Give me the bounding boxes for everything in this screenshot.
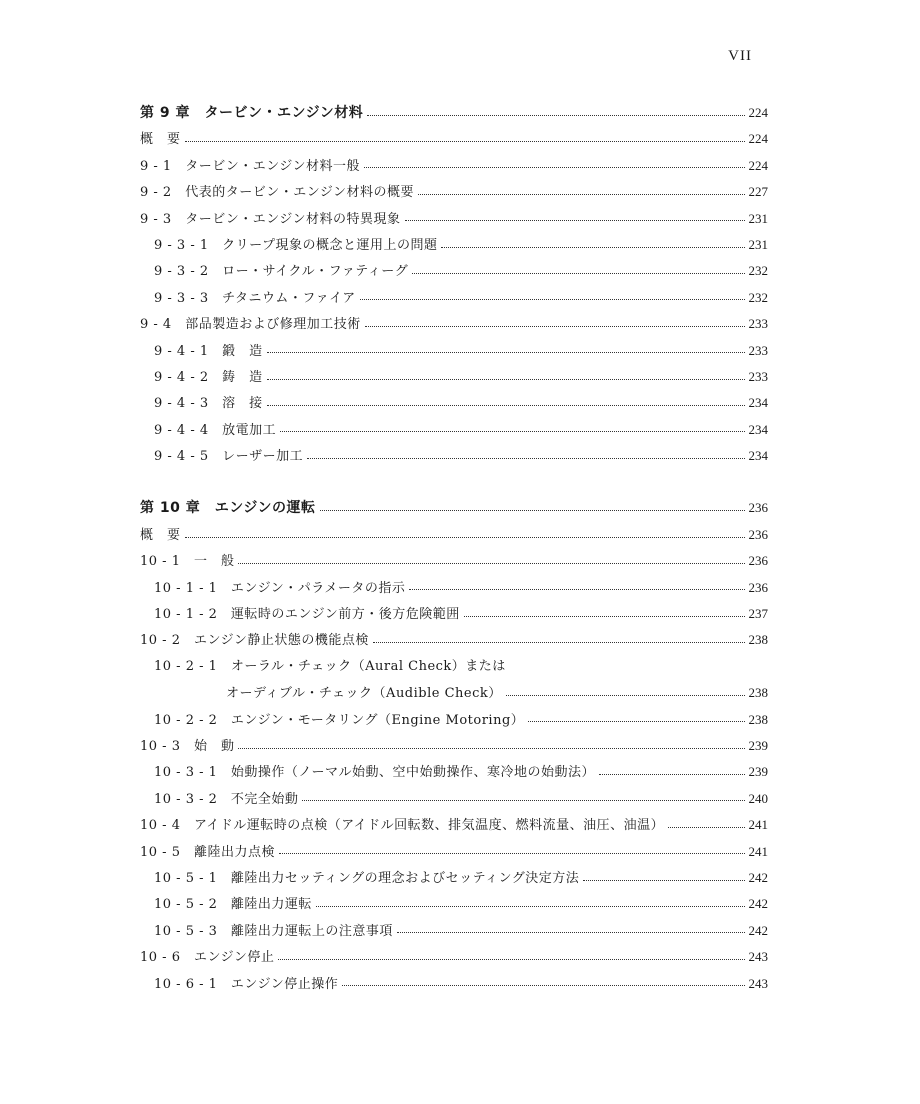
page-ref: 236 (748, 500, 768, 516)
dot-leader (302, 800, 744, 801)
dot-leader (364, 167, 744, 168)
entry-title: 9 - 3 - 2 ロー・サイクル・ファティーグ (154, 264, 409, 280)
toc-subentry[interactable] (140, 786, 768, 812)
dot-leader (599, 774, 744, 775)
page-ref: 243 (748, 975, 768, 991)
entry-title: 9 - 4 - 1 鍛 造 (154, 343, 263, 359)
dot-leader (365, 326, 745, 327)
page-ref: 242 (748, 869, 768, 885)
page-ref: 240 (748, 790, 768, 806)
page-ref: 242 (748, 922, 768, 938)
dot-leader (668, 827, 744, 828)
page-ref: 234 (748, 448, 768, 464)
toc-subentry[interactable] (140, 417, 768, 443)
page-ref: 224 (748, 131, 768, 147)
toc-subentry[interactable] (140, 232, 768, 258)
toc-entry[interactable] (140, 153, 768, 179)
dot-leader (267, 405, 745, 406)
entry-title: 10 - 3 - 1 始動操作（ノーマル始動、空中始動操作、寒冷地の始動法） (154, 765, 596, 781)
entry-title: 9 - 1 タービン・エンジン材料一般 (140, 158, 361, 174)
dot-leader (280, 431, 744, 432)
dot-leader (278, 959, 744, 960)
page-ref: 236 (748, 553, 768, 569)
dot-leader (464, 616, 745, 617)
entry-title: 10 - 1 - 1 エンジン・パラメータの指示 (154, 580, 406, 596)
toc-entry[interactable] (140, 627, 768, 653)
dot-leader (185, 537, 745, 538)
chapter-title: 第 9 章 タービン・エンジン材料 (140, 105, 364, 121)
page-ref: 233 (748, 342, 768, 358)
entry-title: 9 - 3 - 1 クリープ現象の概念と運用上の問題 (154, 237, 438, 253)
page-ref: 233 (748, 368, 768, 384)
entry-title: 10 - 6 エンジン停止 (140, 950, 275, 966)
page-ref: 237 (748, 606, 768, 622)
toc-subentry[interactable] (140, 390, 768, 416)
page-ref: 234 (748, 395, 768, 411)
entry-title: 10 - 4 アイドル運転時の点検（アイドル回転数、排気温度、燃料流量、油圧、油温） (140, 818, 665, 834)
dot-leader (412, 273, 744, 274)
entry-title: 10 - 5 - 3 離陸出力運転上の注意事項 (154, 923, 393, 939)
page-ref: 242 (748, 896, 768, 912)
chapter-title: 第 10 章 エンジンの運転 (140, 500, 316, 517)
entry-title: 10 - 2 - 2 エンジン・モータリング（Engine Motoring） (154, 712, 525, 728)
dot-leader (316, 906, 745, 907)
entry-title: 9 - 4 - 5 レーザー加工 (154, 449, 304, 465)
entry-title: 10 - 2 エンジン静止状態の機能点検 (140, 633, 369, 649)
toc-entry[interactable] (140, 944, 768, 970)
dot-leader (360, 299, 745, 300)
page-ref: 239 (748, 764, 768, 780)
toc-entry[interactable] (140, 839, 768, 865)
entry-title: 10 - 1 - 2 運転時のエンジン前方・後方危険範囲 (154, 607, 460, 623)
page-number: VII (728, 48, 752, 64)
page-ref: 231 (748, 236, 768, 252)
toc-subentry[interactable] (140, 258, 768, 284)
dot-leader (583, 880, 744, 881)
chapter-heading[interactable] (140, 100, 768, 126)
dot-leader (320, 510, 745, 511)
page-ref: 231 (748, 210, 768, 226)
toc-subentry[interactable] (140, 601, 768, 627)
toc-entry[interactable] (140, 733, 768, 759)
entry-title: 10 - 3 始 動 (140, 738, 235, 754)
chapter-10 (140, 495, 768, 996)
entry-title: 9 - 3 タービン・エンジン材料の特異現象 (140, 211, 401, 227)
entry-title: 10 - 2 - 1 オーラル・チェック（Aural Check）または (154, 658, 506, 674)
page-ref: 232 (748, 263, 768, 279)
dot-leader (307, 458, 744, 459)
toc-subentry-continuation[interactable] (140, 680, 768, 706)
chapter-heading[interactable] (140, 495, 768, 521)
entry-title: 10 - 3 - 2 不完全始動 (154, 791, 299, 807)
toc-subentry[interactable] (140, 971, 768, 997)
entry-title: 10 - 1 一 般 (140, 554, 235, 570)
toc-subentry[interactable] (140, 891, 768, 917)
entry-title: 概 要 (140, 132, 181, 148)
toc-entry[interactable] (140, 548, 768, 574)
toc-entry[interactable] (140, 126, 768, 152)
toc-subentry[interactable] (140, 654, 768, 680)
page-ref: 236 (748, 579, 768, 595)
dot-leader (342, 985, 744, 986)
page-ref: 236 (748, 526, 768, 542)
dot-leader (373, 642, 745, 643)
page-ref: 238 (748, 632, 768, 648)
dot-leader (506, 695, 745, 696)
toc-subentry[interactable] (140, 338, 768, 364)
toc-entry[interactable] (140, 206, 768, 232)
dot-leader (267, 379, 745, 380)
toc-entry[interactable] (140, 812, 768, 838)
toc-subentry[interactable] (140, 285, 768, 311)
toc-entry[interactable] (140, 311, 768, 337)
entry-title: 10 - 5 - 1 離陸出力セッティングの理念およびセッティング決定方法 (154, 870, 580, 886)
toc-subentry[interactable] (140, 364, 768, 390)
dot-leader (238, 748, 744, 749)
toc-subentry[interactable] (140, 575, 768, 601)
toc-subentry[interactable] (140, 443, 768, 469)
toc-entry[interactable] (140, 522, 768, 548)
toc-subentry[interactable] (140, 707, 768, 733)
page-ref: 227 (748, 184, 768, 200)
entry-title: 9 - 2 代表的タービン・エンジン材料の概要 (140, 185, 415, 201)
entry-title: オーディブル・チェック（Audible Check） (226, 686, 502, 702)
dot-leader (405, 220, 745, 221)
entry-title: 9 - 3 - 3 チタニウム・ファイア (154, 290, 356, 306)
dot-leader (397, 932, 745, 933)
entry-title: 10 - 6 - 1 エンジン停止操作 (154, 976, 339, 992)
toc-subentry[interactable] (140, 759, 768, 785)
entry-title: 10 - 5 離陸出力点検 (140, 844, 275, 860)
dot-leader (409, 589, 744, 590)
page-ref: 233 (748, 316, 768, 332)
table-of-contents (140, 100, 768, 1023)
dot-leader (267, 352, 745, 353)
entry-title: 9 - 4 部品製造および修理加工技術 (140, 317, 361, 333)
dot-leader (418, 194, 744, 195)
page-ref: 241 (748, 843, 768, 859)
dot-leader (238, 563, 744, 564)
page-ref: 241 (748, 817, 768, 833)
dot-leader (367, 115, 744, 116)
page-ref: 238 (748, 711, 768, 727)
dot-leader (441, 247, 744, 248)
page-ref: 239 (748, 737, 768, 753)
page-ref: 234 (748, 421, 768, 437)
entry-title: 概 要 (140, 527, 181, 543)
toc-subentry[interactable] (140, 865, 768, 891)
entry-title: 9 - 4 - 3 溶 接 (154, 396, 263, 412)
entry-title: 9 - 4 - 4 放電加工 (154, 422, 277, 438)
page-ref: 232 (748, 289, 768, 305)
page-ref: 224 (748, 157, 768, 173)
toc-entry[interactable] (140, 179, 768, 205)
entry-title: 10 - 5 - 2 離陸出力運転 (154, 897, 312, 913)
dot-leader (528, 721, 744, 722)
toc-subentry[interactable] (140, 918, 768, 944)
dot-leader (279, 853, 745, 854)
page-ref: 238 (748, 685, 768, 701)
entry-title: 9 - 4 - 2 鋳 造 (154, 369, 263, 385)
page-ref: 224 (748, 105, 768, 120)
chapter-9 (140, 100, 768, 469)
dot-leader (185, 141, 745, 142)
page-ref: 243 (748, 949, 768, 965)
